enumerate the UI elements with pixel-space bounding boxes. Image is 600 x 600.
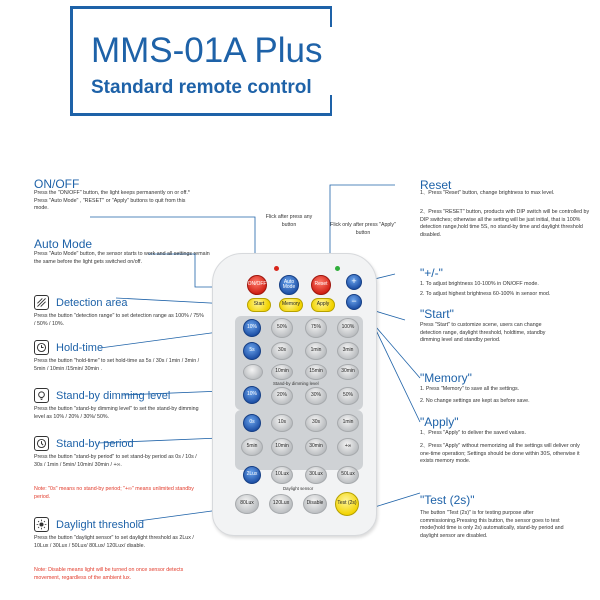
detection-10-button[interactable]: 10% bbox=[243, 319, 261, 337]
period-1min-button[interactable]: 1min bbox=[337, 414, 359, 432]
hold-1min-button[interactable]: 1min bbox=[305, 342, 327, 360]
detection-area-heading: Detection area bbox=[56, 297, 128, 309]
daylight-sensor-label: Daylight sensor bbox=[283, 486, 314, 491]
onoff-button[interactable]: ON/OFF bbox=[247, 275, 267, 295]
daylight-threshold-heading: Daylight threshold bbox=[56, 519, 145, 531]
reset-heading: Reset bbox=[420, 178, 452, 192]
memory-line-2: 2. No change settings are kept as before save. bbox=[420, 398, 530, 404]
memory-line-1: 1. Press "Memory" to save all the settings. bbox=[420, 386, 520, 392]
reset-button[interactable]: Reset bbox=[311, 275, 331, 295]
apply-button[interactable]: Apply bbox=[311, 298, 335, 312]
daylight-threshold-text: Press the button "daylight sensor" to set daylight threshold as 2Lux / 10Lux / 30Lux / 50Lux/ 80Lux/ 120Lux/ disable. bbox=[34, 535, 194, 549]
standby-period-icon bbox=[34, 436, 49, 451]
daylight-threshold-icon bbox=[34, 517, 49, 532]
daylight-120lux-button[interactable]: 120Lux bbox=[269, 494, 293, 514]
memory-heading: "Memory" bbox=[420, 371, 472, 385]
plus-minus-heading: "+/-" bbox=[420, 266, 443, 280]
start-button[interactable]: Start bbox=[247, 298, 271, 312]
hold-5min-button[interactable] bbox=[243, 364, 263, 380]
dim-50-button[interactable]: 50% bbox=[337, 387, 359, 405]
hold-time-icon bbox=[34, 340, 49, 355]
detection-75-button[interactable]: 75% bbox=[305, 318, 327, 338]
period-infinite-button[interactable]: +∞ bbox=[337, 438, 359, 456]
daylight-threshold-note: Note: Disable means light will be turned on once sensor detects movement, regardless of the ambient lux. bbox=[34, 567, 184, 581]
period-10s-button[interactable]: 10s bbox=[271, 414, 293, 432]
hold-time-text: Press the button "hold-time" to set hold-time as 5s / 30s / 1min / 3min / 5min / 10min /15min/ 30min . bbox=[34, 358, 200, 372]
green-led bbox=[335, 266, 340, 271]
onoff-text: Press the "ON/OFF" button, the light keeps permanently on or off.* Press "Auto Mode" , "RESET" or "Apply" buttons to quit from this mode. bbox=[34, 190, 190, 212]
period-30min-button[interactable]: 30min bbox=[305, 438, 327, 456]
auto-mode-text: Press "Auto Mode" button, the sensor starts to work and all settings remain the same before the light gets switched on/off. bbox=[34, 251, 210, 265]
daylight-80lux-button[interactable]: 80Lux bbox=[235, 494, 259, 514]
period-5min-button[interactable]: 5min bbox=[241, 438, 263, 456]
detection-100-button[interactable]: 100% bbox=[337, 318, 359, 338]
reset-line-2: 2、Press "RESET" button, products with DIP switch will be controlled by DIP switches; otherwise all the setting will be just initial, that is 100% detection range,hold time 5S, no stand-by time and daylight threshold disabled. bbox=[420, 209, 590, 238]
period-30s-button[interactable]: 30s bbox=[305, 414, 327, 432]
start-text: Press "Start" to customize scene, users can change detection range, daylight threshold, holdtime, standby dimming level and standby period. bbox=[420, 322, 546, 344]
standby-period-note: Note: "0s" means no stand-by period; "+∞" means unlimited standby period. bbox=[34, 486, 194, 500]
dimming-level-label: Stand-by dimming level bbox=[273, 381, 319, 386]
period-10min-button[interactable]: 10min bbox=[271, 438, 293, 456]
detection-area-icon bbox=[34, 295, 49, 310]
daylight-30lux-button[interactable]: 30Lux bbox=[305, 466, 327, 484]
reset-line-1: 1、Press "Reset" button, change brightness to max level. bbox=[420, 190, 555, 196]
daylight-disable-button[interactable]: Disable bbox=[303, 494, 327, 514]
standby-dimming-heading: Stand-by dimming level bbox=[56, 390, 171, 402]
memory-button[interactable]: Memory bbox=[279, 298, 303, 312]
daylight-50lux-button[interactable]: 50Lux bbox=[337, 466, 359, 484]
start-heading: "Start" bbox=[420, 307, 454, 321]
period-0s-button[interactable]: 0s bbox=[243, 414, 261, 432]
hold-15min-button[interactable]: 15min bbox=[305, 364, 327, 380]
auto-mode-button[interactable]: Auto Mode bbox=[279, 275, 299, 295]
plus-minus-line-2: 2. To adjust highest brightness 60-100% in sensor mod. bbox=[420, 291, 551, 297]
apply-heading: "Apply" bbox=[420, 415, 459, 429]
flick-any-callout: Flick after press any button bbox=[265, 214, 313, 228]
hold-30min-button[interactable]: 30min bbox=[337, 364, 359, 380]
standby-dimming-text: Press the button "stand-by dimming level" to set the stand-by dimming level as 10% / 20% / 30%/ 50%. bbox=[34, 406, 199, 420]
plus-button[interactable]: + bbox=[346, 274, 362, 290]
hold-30s-button[interactable]: 30s bbox=[271, 342, 293, 360]
test-button[interactable]: Test (2s) bbox=[335, 492, 359, 516]
hold-10min-button[interactable]: 10min bbox=[271, 364, 293, 380]
page-title: MMS-01A Plus bbox=[91, 31, 323, 70]
daylight-2lux-button[interactable]: 2Lux bbox=[243, 466, 261, 484]
detection-area-text: Press the button "detection range" to set detection range as 100% / 75% / 50% / 10%. bbox=[34, 313, 204, 327]
auto-mode-heading: Auto Mode bbox=[34, 237, 93, 251]
apply-line-1: 1、Press "Apply" to deliver the saved values. bbox=[420, 430, 526, 436]
dim-30-button[interactable]: 30% bbox=[305, 387, 327, 405]
remote-control bbox=[212, 253, 377, 536]
standby-period-heading: Stand-by period bbox=[56, 438, 134, 450]
apply-line-2: 2、Press "Apply" without memorizing all the settings will deliver only one-time operation; Settings should be done within 30S, otherwise it exists memory mode. bbox=[420, 443, 580, 465]
onoff-heading: ON/OFF bbox=[34, 177, 80, 191]
daylight-10lux-button[interactable]: 10Lux bbox=[271, 466, 293, 484]
page-subtitle: Standard remote control bbox=[91, 77, 312, 98]
dim-20-button[interactable]: 20% bbox=[271, 387, 293, 405]
test-text: The button "Test (2s)" is for testing purpose after commissioning.Pressing this button, the sensor goes to test mode(hold time is only 2s) automatically, stand-by period and daylight sensor are disabled. bbox=[420, 510, 564, 539]
red-led bbox=[274, 266, 279, 271]
minus-button[interactable]: − bbox=[346, 294, 362, 310]
plus-minus-line-1: 1. To adjust brightness 10-100% in ON/OFF mode. bbox=[420, 281, 539, 287]
hold-3min-button[interactable]: 3min bbox=[337, 342, 359, 360]
hold-time-heading: Hold-time bbox=[56, 342, 104, 354]
standby-dimming-icon bbox=[34, 388, 49, 403]
detection-50-button[interactable]: 50% bbox=[271, 318, 293, 338]
dim-10-button[interactable]: 10% bbox=[243, 386, 261, 404]
test-heading: "Test (2s)" bbox=[420, 493, 475, 507]
standby-period-text: Press the button "stand-by period" to set stand-by period as 0s / 10s / 30s / 1min / 5min/ 10min/ 30min / +∞. bbox=[34, 454, 197, 468]
flick-apply-callout: Flick only after press "Apply" button bbox=[330, 222, 396, 236]
hold-5s-button[interactable]: 5s bbox=[243, 342, 261, 360]
